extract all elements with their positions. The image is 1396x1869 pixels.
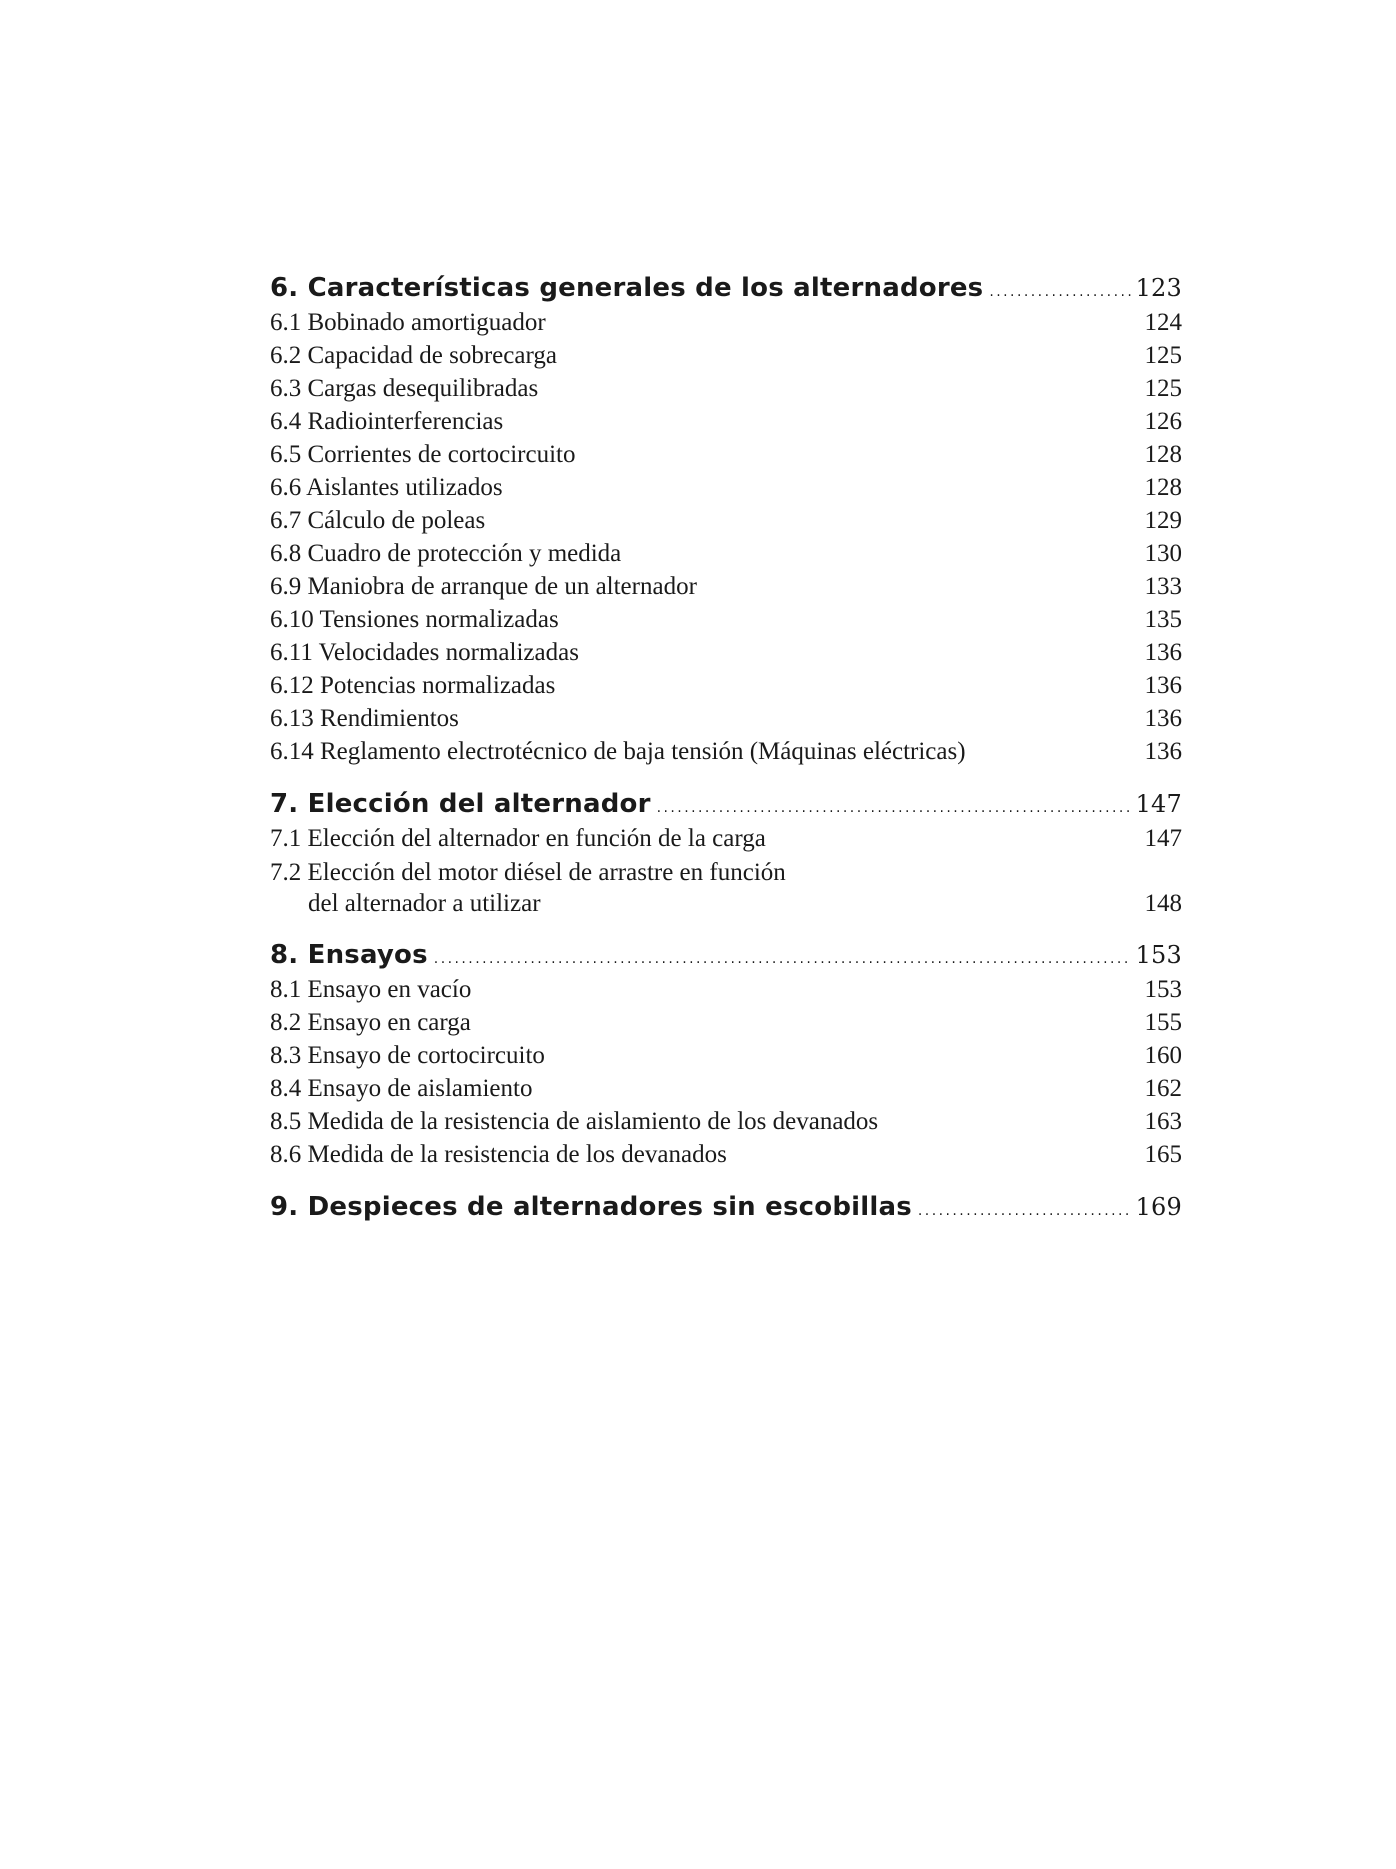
subsection-page-number: 125: [1144, 342, 1182, 369]
subsection-title-line: 6.2 Capacidad de sobrecarga: [270, 342, 557, 369]
subsection-title-line: 7.1 Elección del alternador en función de la carga: [270, 825, 766, 852]
chapter-entry[interactable]: [270, 786, 1182, 822]
toc-section: [270, 270, 1182, 768]
subsection-title-line: 6.12 Potencias normalizadas: [270, 672, 556, 699]
subsection-page-number: 155: [1144, 1009, 1182, 1036]
subsection-title-line: 6.5 Corrientes de cortocircuito: [270, 441, 576, 468]
subsection-title-line: 8.1 Ensayo en vacío: [270, 976, 472, 1003]
toc-section: [270, 1189, 1182, 1225]
subsection-page-number: 136: [1144, 639, 1182, 666]
subsection-entry[interactable]: [270, 1006, 1182, 1039]
subsection-page-number: 162: [1144, 1075, 1182, 1102]
subsection-entry[interactable]: [270, 1138, 1182, 1171]
subsection-page-number: 163: [1144, 1108, 1182, 1135]
subsection-title: [270, 372, 1133, 405]
subsection-title: [270, 438, 1133, 471]
subsection-title: [270, 537, 1133, 570]
subsection-title-line: 6.3 Cargas desequilibradas: [270, 375, 539, 402]
subsection-title: [270, 1105, 1133, 1138]
subsection-page-number: 136: [1144, 705, 1182, 732]
subsection-title-line: 6.14 Reglamento electrotécnico de baja tensión (Máquinas eléctricas): [270, 738, 966, 765]
subsection-title: [270, 1138, 1133, 1171]
subsection-page-number: 129: [1144, 507, 1182, 534]
subsection-title: [270, 570, 1133, 603]
dot-leader: [657, 786, 1132, 826]
subsection-title-line: 8.3 Ensayo de cortocircuito: [270, 1042, 545, 1069]
subsection-page-number: 165: [1144, 1141, 1182, 1168]
subsection-title: [270, 857, 1133, 919]
subsection-entry[interactable]: [270, 306, 1182, 339]
chapter-entry[interactable]: [270, 270, 1182, 306]
subsection-page-number: 125: [1144, 375, 1182, 402]
table-of-contents: [270, 270, 1182, 1243]
chapter-title: 7. Elección del alternador: [270, 789, 651, 819]
subsection-title-line: 8.6 Medida de la resistencia de los devanados: [270, 1141, 727, 1168]
chapter-page-number: 153: [1135, 941, 1182, 969]
subsection-entry[interactable]: [270, 857, 1182, 919]
subsection-title-line: 6.6 Aislantes utilizados: [270, 474, 503, 501]
subsection-page-number: 147: [1144, 825, 1182, 852]
chapter-title: 9. Despieces de alternadores sin escobillas: [270, 1192, 912, 1222]
subsection-title-line: 6.10 Tensiones normalizadas: [270, 606, 559, 633]
subsection-page-number: 135: [1144, 606, 1182, 633]
subsection-title-line: 6.4 Radiointerferencias: [270, 408, 504, 435]
subsection-title-line: 6.1 Bobinado amortiguador: [270, 309, 546, 336]
subsection-title-line: 6.9 Maniobra de arranque de un alternador: [270, 573, 697, 600]
subsection-page-number: 136: [1144, 738, 1182, 765]
subsection-entry[interactable]: [270, 603, 1182, 636]
chapter-title: 6. Características generales de los alternadores: [270, 273, 984, 303]
subsection-title: [270, 702, 1133, 735]
subsection-title: [270, 603, 1133, 636]
subsection-entry[interactable]: [270, 735, 1182, 768]
dot-leader: [434, 937, 1132, 977]
subsection-title: [270, 471, 1133, 504]
chapter-page-number: 147: [1135, 790, 1182, 818]
subsection-title-line: 6.8 Cuadro de protección y medida: [270, 540, 622, 567]
subsection-entry[interactable]: [270, 570, 1182, 603]
subsection-page-number: 133: [1144, 573, 1182, 600]
subsection-entry[interactable]: [270, 471, 1182, 504]
dot-leader: [918, 1189, 1132, 1229]
subsection-title: [270, 306, 1133, 339]
subsection-title: [270, 405, 1133, 438]
subsection-entry[interactable]: [270, 339, 1182, 372]
subsection-page-number: 153: [1144, 976, 1182, 1003]
subsection-entry[interactable]: [270, 1039, 1182, 1072]
subsection-title: [270, 1039, 1133, 1072]
subsection-page-number: 148: [1144, 890, 1182, 917]
toc-section: [270, 937, 1182, 1171]
subsection-entry[interactable]: [270, 1105, 1182, 1138]
subsection-page-number: 128: [1144, 441, 1182, 468]
subsection-title-line: 8.4 Ensayo de aislamiento: [270, 1075, 533, 1102]
subsection-title: [270, 1072, 1133, 1105]
chapter-title: 8. Ensayos: [270, 940, 428, 970]
subsection-title-line: 6.11 Velocidades normalizadas: [270, 639, 579, 666]
subsection-title: [270, 636, 1133, 669]
subsection-page-number: 136: [1144, 672, 1182, 699]
chapter-page-number: 169: [1135, 1193, 1182, 1221]
subsection-page-number: 128: [1144, 474, 1182, 501]
subsection-entry[interactable]: [270, 669, 1182, 702]
subsection-title-line: 7.2 Elección del motor diésel de arrastre en función: [270, 859, 786, 886]
subsection-entry[interactable]: [270, 504, 1182, 537]
subsection-entry[interactable]: [270, 822, 1182, 855]
chapter-entry[interactable]: [270, 1189, 1182, 1225]
chapter-page-number: 123: [1135, 274, 1182, 302]
subsection-title: [270, 339, 1133, 372]
subsection-title-line: 8.5 Medida de la resistencia de aislamiento de los devanados: [270, 1108, 879, 1135]
dot-leader: [989, 270, 1131, 310]
subsection-entry[interactable]: [270, 372, 1182, 405]
subsection-title: [270, 1006, 1133, 1039]
subsection-title: [270, 669, 1133, 702]
subsection-title: [270, 973, 1133, 1006]
subsection-title-line: 6.7 Cálculo de poleas: [270, 507, 486, 534]
subsection-title-line: 6.13 Rendimientos: [270, 705, 459, 732]
toc-section: [270, 786, 1182, 919]
subsection-page-number: 124: [1144, 309, 1182, 336]
subsection-entry[interactable]: [270, 438, 1182, 471]
subsection-entry[interactable]: [270, 1072, 1182, 1105]
subsection-page-number: 130: [1144, 540, 1182, 567]
chapter-entry[interactable]: [270, 937, 1182, 973]
subsection-title: [270, 504, 1133, 537]
subsection-entry[interactable]: [270, 405, 1182, 438]
subsection-entry[interactable]: [270, 537, 1182, 570]
subsection-title-line: 8.2 Ensayo en carga: [270, 1009, 471, 1036]
subsection-title: [270, 822, 1133, 855]
subsection-entry[interactable]: [270, 636, 1182, 669]
subsection-title: [270, 735, 1133, 768]
subsection-entry[interactable]: [270, 973, 1182, 1006]
subsection-entry[interactable]: [270, 702, 1182, 735]
subsection-page-number: 126: [1144, 408, 1182, 435]
subsection-page-number: 160: [1144, 1042, 1182, 1069]
subsection-title-continuation: del alternador a utilizar: [308, 890, 541, 917]
